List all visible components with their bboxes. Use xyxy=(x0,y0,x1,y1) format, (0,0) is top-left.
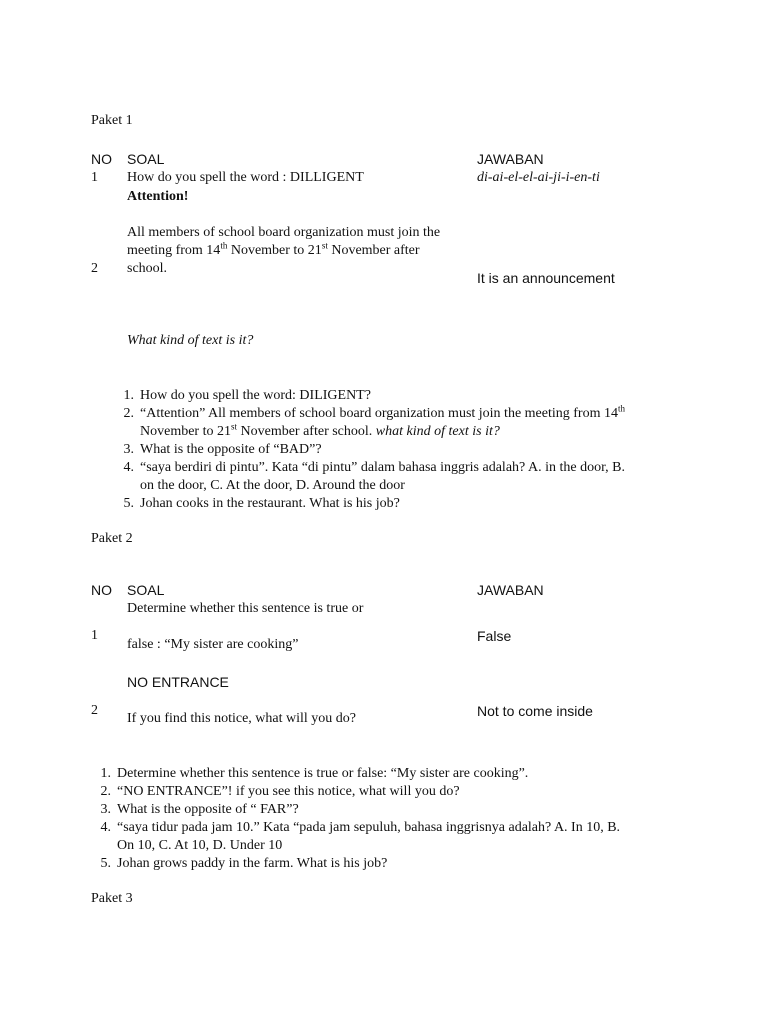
table-header-no: NO xyxy=(91,582,112,598)
list-item: 2. “NO ENTRANCE”! if you see this notice, what will you do? xyxy=(100,784,460,799)
table-header-no: NO xyxy=(91,151,112,167)
list-item: 4. “saya tidur pada jam 10.” Kata “pada jam sepuluh, bahasa inggrisnya adalah? A. In 10, B. On 10, C. At 10, D. Under 10 xyxy=(100,820,621,853)
answer-text: Not to come inside xyxy=(477,703,593,719)
list-item: 5. Johan cooks in the restaurant. What is his job? xyxy=(123,496,400,511)
notice-title: Attention! xyxy=(127,189,189,204)
row-number: 2 xyxy=(91,703,98,718)
list-item: 3. What is the opposite of “ FAR”? xyxy=(100,802,299,817)
list-item: 2. “Attention” All members of school board organization must join the meeting from 14th November to 21st November after school. what kind of text is it? xyxy=(123,403,625,439)
list-item: 1. Determine whether this sentence is true or false: “My sister are cooking”. xyxy=(100,766,529,781)
table-header-soal: SOAL xyxy=(127,151,165,167)
question-text: false : “My sister are cooking” xyxy=(127,637,299,652)
notice-line: All members of school board organization must join the xyxy=(127,225,441,240)
row-number: 1 xyxy=(91,628,98,643)
question-text: What kind of text is it? xyxy=(127,333,254,348)
row-number: 1 xyxy=(91,170,98,185)
list-item: 1. How do you spell the word: DILIGENT? xyxy=(123,388,371,403)
list-item: 5. Johan grows paddy in the farm. What is his job? xyxy=(100,856,388,871)
paket-2-title: Paket 2 xyxy=(91,531,133,546)
row-number: 2 xyxy=(91,261,98,276)
paket-3-title: Paket 3 xyxy=(91,891,133,906)
table-header-jawaban: JAWABAN xyxy=(477,151,544,167)
notice-line: school. xyxy=(127,261,168,276)
notice-text: NO ENTRANCE xyxy=(127,674,229,690)
list-item: 3. What is the opposite of “BAD”? xyxy=(123,442,322,457)
question-text: Determine whether this sentence is true or xyxy=(127,601,364,616)
list-item: 4. “saya berdiri di pintu”. Kata “di pintu” dalam bahasa inggris adalah? A. in the door, B. on the door, C. At the door, D. Around the door xyxy=(123,460,626,493)
table-header-soal: SOAL xyxy=(127,582,165,598)
question-text: If you find this notice, what will you do? xyxy=(127,711,357,726)
question-text: How do you spell the word : DILLIGENT xyxy=(127,170,364,185)
table-header-jawaban: JAWABAN xyxy=(477,582,544,598)
question-list xyxy=(112,387,672,513)
question-list xyxy=(89,765,679,873)
answer-text: False xyxy=(477,628,512,644)
answer-text: di-ai-el-el-ai-ji-i-en-ti xyxy=(477,170,600,185)
answer-text: It is an announcement xyxy=(477,270,615,286)
notice-line: meeting from 14th November to 21st November after xyxy=(127,240,420,258)
paket-1-title: Paket 1 xyxy=(91,113,133,128)
